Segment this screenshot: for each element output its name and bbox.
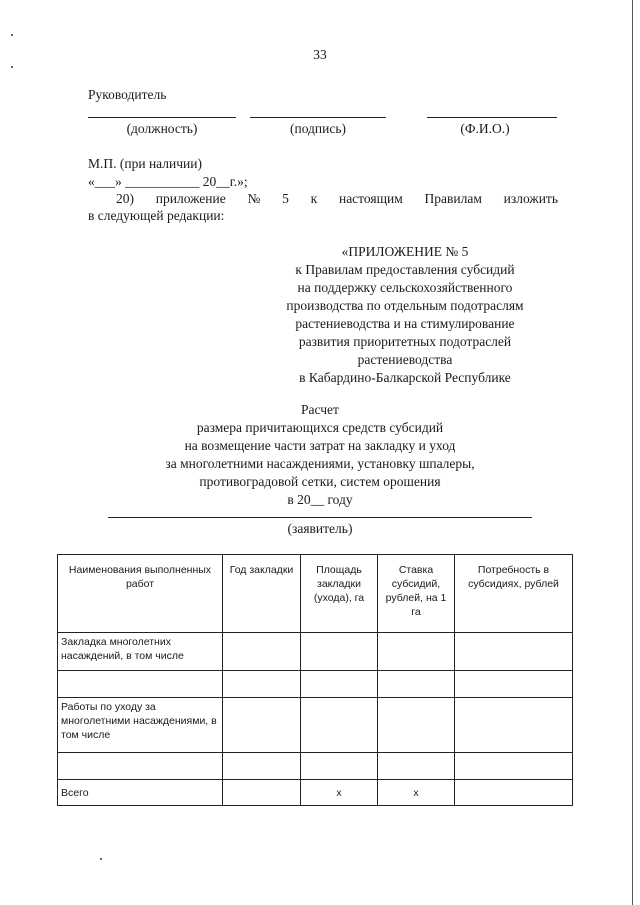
- calc-title: Расчет: [301, 402, 339, 417]
- table-row-total: [58, 780, 573, 806]
- scan-mark: [11, 34, 13, 36]
- table-cell: [223, 780, 301, 806]
- header-cell: Наименования выполненных работ: [58, 555, 223, 633]
- table-cell: Закладка многолетних насаждений, в том числе: [58, 633, 223, 671]
- amendment-line: [88, 190, 558, 207]
- signature-line: [250, 117, 386, 118]
- amendment-word: настоящим: [338, 191, 403, 206]
- calc-line: размера причитающихся средств субсидий: [196, 420, 444, 435]
- table-cell: [301, 671, 378, 698]
- appendix-line: производства по отдельным подотраслям: [286, 298, 524, 313]
- header-cell: Ставка субсидий, рублей, на 1 га: [378, 555, 455, 633]
- calc-line: на возмещение части затрат на закладку и уход: [184, 438, 456, 453]
- header-cell: Год закладки: [223, 555, 301, 633]
- date-line: «___» ___________ 20__г.»;: [88, 174, 248, 189]
- amendment-line-2: в следующей редакции:: [88, 208, 225, 223]
- applicant-line: [108, 517, 532, 518]
- amendment-word: изложить: [503, 191, 558, 206]
- appendix-line: на поддержку сельскохозяйственного: [297, 280, 513, 295]
- position-label: (должность): [126, 121, 198, 136]
- table-cell: х: [378, 780, 455, 806]
- name-label: (Ф.И.О.): [460, 121, 510, 136]
- table-header-row: [58, 555, 573, 633]
- amendment-word: №: [247, 191, 261, 206]
- table-row: [58, 633, 573, 671]
- header-cell: Потребность в субсидиях, рублей: [455, 555, 573, 633]
- calc-line: противоградовой сетки, систем орошения: [199, 474, 441, 489]
- table-cell: [378, 633, 455, 671]
- page-number: 33: [313, 47, 327, 62]
- header-cell: Площадь закладки (ухода), га: [301, 555, 378, 633]
- appendix-title: «ПРИЛОЖЕНИЕ № 5: [341, 244, 469, 259]
- amendment-word: Правилам: [424, 191, 482, 206]
- calc-line: за многолетними насаждениями, установку шпалеры,: [165, 456, 475, 471]
- table-cell: [301, 698, 378, 753]
- table-cell: [58, 671, 223, 698]
- table-cell: [378, 753, 455, 780]
- table-cell: [301, 753, 378, 780]
- calc-line: в 20__ году: [287, 492, 353, 507]
- table-cell: [455, 753, 573, 780]
- position-line: [88, 117, 236, 118]
- table-cell: [223, 698, 301, 753]
- amendment-word: 5: [282, 191, 289, 206]
- appendix-line: к Правилам предоставления субсидий: [295, 262, 515, 277]
- table-cell: Всего: [58, 780, 223, 806]
- table-cell: [455, 633, 573, 671]
- table-cell: [301, 633, 378, 671]
- table-cell: [378, 671, 455, 698]
- table-cell: [378, 698, 455, 753]
- appendix-line: растениеводства: [357, 352, 453, 367]
- table-cell: [455, 780, 573, 806]
- head-label: Руководитель: [88, 87, 167, 102]
- stamp-label: М.П. (при наличии): [88, 156, 202, 171]
- subsidy-table: [57, 554, 573, 806]
- table-cell: х: [301, 780, 378, 806]
- name-line: [427, 117, 557, 118]
- applicant-label: (заявитель): [287, 521, 353, 536]
- scan-mark: [100, 858, 102, 860]
- amendment-word: приложение: [155, 191, 226, 206]
- appendix-line: в Кабардино-Балкарской Республике: [299, 370, 511, 385]
- table-cell: [223, 633, 301, 671]
- amendment-word: к: [310, 191, 318, 206]
- table-row: [58, 753, 573, 780]
- scan-mark: [11, 66, 13, 68]
- table-cell: Работы по уходу за многолетними насаждениями, в том числе: [58, 698, 223, 753]
- table-cell: [223, 753, 301, 780]
- amendment-word: 20): [116, 191, 134, 206]
- table-cell: [455, 671, 573, 698]
- table-cell: [223, 671, 301, 698]
- signature-label: (подпись): [289, 121, 347, 136]
- table-row: [58, 698, 573, 753]
- table-cell: [58, 753, 223, 780]
- table-row: [58, 671, 573, 698]
- table-cell: [455, 698, 573, 753]
- appendix-line: растениеводства и на стимулирование: [295, 316, 515, 331]
- appendix-line: развития приоритетных подотраслей: [298, 334, 512, 349]
